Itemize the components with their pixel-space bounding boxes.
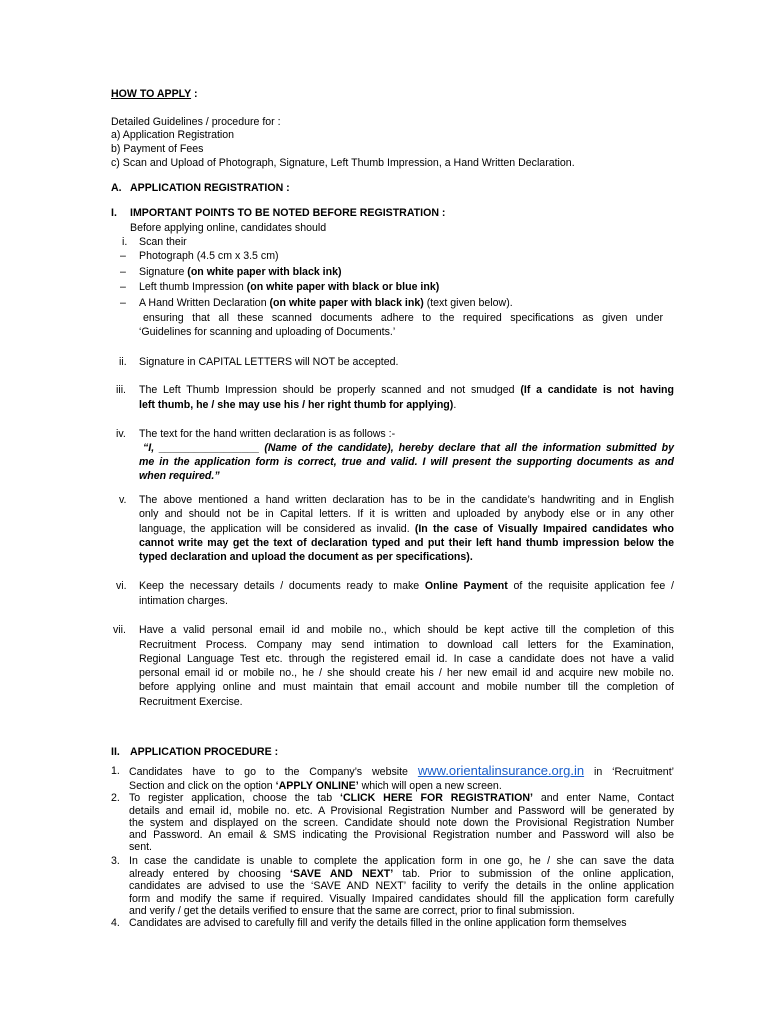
bullet-text: Left thumb Impression (on white paper with black or blue ink) xyxy=(139,281,440,293)
dash-bullet: – xyxy=(120,281,126,293)
part-i-lead: Before applying online, candidates should xyxy=(130,222,327,234)
item-number: vi. xyxy=(116,580,127,592)
item-number: ii. xyxy=(119,356,127,368)
step-number: 1. xyxy=(111,765,120,777)
dash-bullet: – xyxy=(120,266,126,278)
dash-bullet: – xyxy=(120,297,126,309)
item-number: i. xyxy=(122,236,128,248)
item-text: Keep the necessary details / documents ready to make Online Payment of the requisite application fee / xyxy=(139,580,674,592)
step-text: already entered by choosing ‘SAVE AND NEXT’ tab. Prior to submission of the online application, xyxy=(129,868,674,880)
step-text: sent. xyxy=(129,841,152,853)
step-text: the system and displayed on the screen. Candidate should note down the Provisional Registration Number xyxy=(129,817,674,829)
item-text: typed declaration and upload the document as per specifications). xyxy=(139,551,473,563)
item-text: The above mentioned a hand written declaration has to be in the candidate’s handwriting and in English xyxy=(139,494,674,506)
step-text: form and modify the same if required. Visually Impaired candidates should fill the application form carefully xyxy=(129,893,674,905)
item-number: v. xyxy=(119,494,127,506)
section-a-label: A. xyxy=(111,182,122,194)
item-number: iii. xyxy=(116,384,127,396)
item-text: before applying online and must maintain that email account and mobile number till the completion of xyxy=(139,681,674,693)
section-a-heading: APPLICATION REGISTRATION : xyxy=(130,182,290,194)
item-text: only and should not be in Capital letters. If it is written and uploaded by anybody else or in any other xyxy=(139,508,674,520)
item-text: left thumb, he / she may use his / her right thumb for applying). xyxy=(139,399,457,411)
step-text: details and email id, mobile no. etc. A Provisional Registration Number and Password will be generated by xyxy=(129,805,674,817)
declaration-quote-line: me in the application form is correct, true and valid. I will present the supporting documents as and xyxy=(139,456,674,468)
intro-line: Detailed Guidelines / procedure for : xyxy=(111,116,281,128)
intro-line: b) Payment of Fees xyxy=(111,143,204,155)
step-text: Candidates have to go to the Company’s website www.orientalinsurance.org.in in ‘Recruitment’ xyxy=(129,763,674,778)
step-text: Candidates are advised to carefully fill and verify the details filled in the online application form themselves xyxy=(129,917,627,929)
part-ii-heading: APPLICATION PROCEDURE : xyxy=(130,746,279,758)
step-number: 2. xyxy=(111,792,120,804)
item-text: cannot write may get the text of declaration typed and put their left hand thumb impression below the xyxy=(139,537,674,549)
item-text: Recruitment Exercise. xyxy=(139,696,243,708)
declaration-quote-line: “I, _________________ (Name of the candidate), hereby declare that all the information submitted by xyxy=(143,442,674,454)
item-number: iv. xyxy=(116,428,126,440)
part-ii-label: II. xyxy=(111,746,120,758)
page-title: HOW TO APPLY : xyxy=(111,88,198,100)
item-text: Recruitment Process. Company may send intimation to download call letters for the Examination, xyxy=(139,639,674,651)
website-link[interactable]: www.orientalinsurance.org.in xyxy=(417,763,585,778)
intro-line: c) Scan and Upload of Photograph, Signature, Left Thumb Impression, a Hand Written Declaration. xyxy=(111,157,575,169)
step-text: candidates are advised to use the ‘SAVE AND NEXT’ facility to verify the details in the online application xyxy=(129,880,674,892)
step-text: and Password. An email & SMS indicating the Provisional Registration number and Password will also be xyxy=(129,829,674,841)
item-text: language, the application will be considered as invalid. (In the case of Visually Impaired candidates who xyxy=(139,523,674,535)
item-text: Have a valid personal email id and mobile no., which should be kept active till the completion of this xyxy=(139,624,674,636)
item-text: Signature in CAPITAL LETTERS will NOT be accepted. xyxy=(139,356,399,368)
item-text: Scan their xyxy=(139,236,187,248)
item-text: intimation charges. xyxy=(139,595,228,607)
item-text: The text for the hand written declaration is as follows :- xyxy=(139,428,396,440)
part-i-label: I. xyxy=(111,207,117,219)
item-text: The Left Thumb Impression should be properly scanned and not smudged (If a candidate is not having xyxy=(139,384,674,396)
bullet-text: A Hand Written Declaration (on white paper with black ink) (text given below). xyxy=(139,297,513,309)
dash-bullet: – xyxy=(120,250,126,262)
step-number: 4. xyxy=(111,917,120,929)
item-text: personal email id or mobile no., he / she should create his / her new email id and acquire new mobile no. xyxy=(139,667,674,679)
step-text: and verify / get the details verified to ensure that the same are correct, prior to final submission. xyxy=(129,905,575,917)
item-text: ensuring that all these scanned documents adhere to the required specifications as given under xyxy=(143,312,663,324)
step-text: To register application, choose the tab ‘CLICK HERE FOR REGISTRATION’ and enter Name, Contact xyxy=(129,792,674,804)
bullet-text: Signature (on white paper with black ink) xyxy=(139,266,342,278)
item-text: ‘Guidelines for scanning and uploading of Documents.’ xyxy=(139,326,396,338)
declaration-quote-line: when required.” xyxy=(139,470,220,482)
step-text: Section and click on the option ‘APPLY ONLINE’ which will open a new screen. xyxy=(129,780,502,792)
bullet-text: Photograph (4.5 cm x 3.5 cm) xyxy=(139,250,279,262)
part-i-heading: IMPORTANT POINTS TO BE NOTED BEFORE REGISTRATION : xyxy=(130,207,446,219)
item-text: Regional Language Test etc. through the registered email id. In case a candidate does not have a valid xyxy=(139,653,674,665)
step-number: 3. xyxy=(111,855,120,867)
intro-line: a) Application Registration xyxy=(111,129,235,141)
item-number: vii. xyxy=(113,624,126,636)
step-text: In case the candidate is unable to complete the application form in one go, he / she can save the data xyxy=(129,855,674,867)
